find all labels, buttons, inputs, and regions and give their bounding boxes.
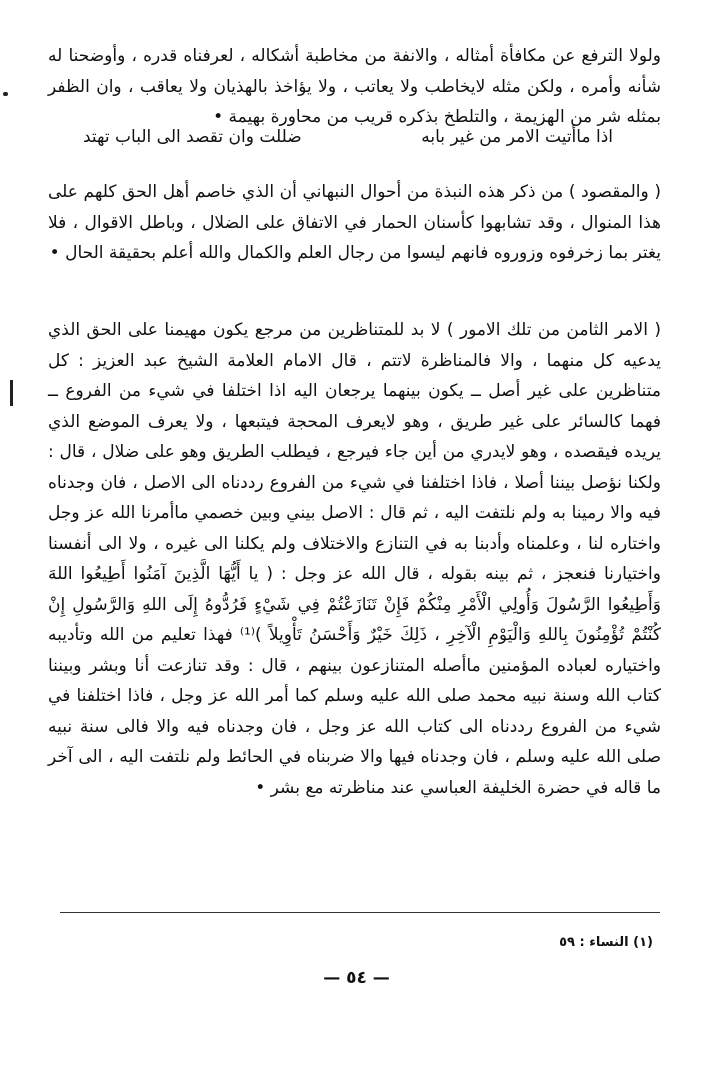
margin-ink-mark [3, 92, 8, 96]
verse-second-hemistich: ضللت وان تقصد الى الباب تهتد [83, 127, 302, 147]
paragraph-opening: ولولا الترفع عن مكافأة أمثاله ، والانفة من مخاطبة أشكاله ، لعرفناه قدره ، وأوضحنا له شأنه وأمره ، ولكن مثله لايخاطب ولا يعاتب ، ولا يؤاخذ بالهذيان ولا يعاقب ، وان الظفر بمثله شر من الهزيمة ، والتلطخ بذكره قريب من محاورة بهيمة • [48, 46, 661, 127]
poetry-verse [83, 122, 613, 152]
paragraph-eighth-matter: ( الامر الثامن من تلك الامور ) لا بد للمتناظرين من مرجع يكون مهيمنا على الحق الذي يدعيه كل منهما ، والا فالمناظرة لاتتم ، قال الامام العلامة الشيخ عبد العزيز : كل متناظرين على غير أصل ــ يكون بينهما يرجعان اليه اذا اختلفا في شيء من الفروع ــ فهما كالسائر على غير طريق ، وهو لايعرف المحجة فيتبعها ، ولا يعرف الموضع الذي يريده فيقصده ، وهو لايدري من أين جاء فيرجع ، فيطلب الطريق وهو على ضلال ، قال : ولكنا نؤصل بيننا أصلا ، فاذا اختلفنا في شيء من الفروع رددناه الى الاصل ، فان وجدناه فيه والا رمينا به ولم نلتفت اليه ، ثم قال : الاصل بيني وبين خصمي ماأمرنا الله عز وجل واختاره لنا ، وعلمناه وأدبنا به في التنازع والاختلاف ولم يكلنا الى غيره ، ولا الى أنفسنا واختيارنا فنعجز ، ثم بينه بقوله ، قال الله عز وجل : ( يا أَيُّهَا الَّذِينَ آمَنُوا أَطِيعُوا اللهَ وَأَطِيعُوا الرَّسُولَ وَأُولِي الْأَمْرِ مِنْكُمْ فَإِنْ تَنَازَعْتُمْ فِي شَيْءٍ فَرُدُّوهُ إِلَى اللهِ وَالرَّسُولِ إِنْ كُنْتُمْ تُؤْمِنُونَ بِاللهِ وَالْيَوْمِ الْآخِرِ ، ذَلِكَ خَيْرٌ وَأَحْسَنُ تَأْوِيلاً )⁽¹⁾ فهذا تعليم من الله وتأديبه واختياره لعباده المؤمنين ماأصله المتنازعون بينهم ، قال : وقد تنازعت أنا وبشر وبيننا كتاب الله وسنة نبيه محمد صلى الله عليه وسلم كما أمر الله عز وجل ، فاذا اختلفنا في شيء من الفروع رددناه الى كتاب الله عز وجل ، فان وجدناه فيه والا فالى سنة نبيه صلى الله عليه وسلم ، فان وجدناه فيها والا ضربناه في الحائط ولم نلتفت اليه ، الى آخر ما قاله في حضرة الخليفة العباسي عند مناظرته مع بشر • [48, 320, 661, 798]
margin-ink-mark [10, 380, 13, 406]
footnote-divider [60, 912, 660, 913]
footnote: (١) النساء : ٥٩ [559, 935, 653, 950]
verse-first-hemistich: اذا ماأتيت الامر من غير بابه [421, 127, 613, 147]
page-number: — ٥٤ — [323, 968, 390, 988]
paragraph-purpose: ( والمقصود ) من ذكر هذه النبذة من أحوال النبهاني أن الذي خاصم أهل الحق كلهم على هذا المنوال ، وقد تشابهوا كأسنان الحمار في الاتفاق على الضلال ، وباطل الاقوال ، فلا يغتر بما زخرفوه وزوروه فانهم ليسوا من رجال العلم والكمال والله أعلم بحقيقة الحال • [48, 182, 661, 263]
